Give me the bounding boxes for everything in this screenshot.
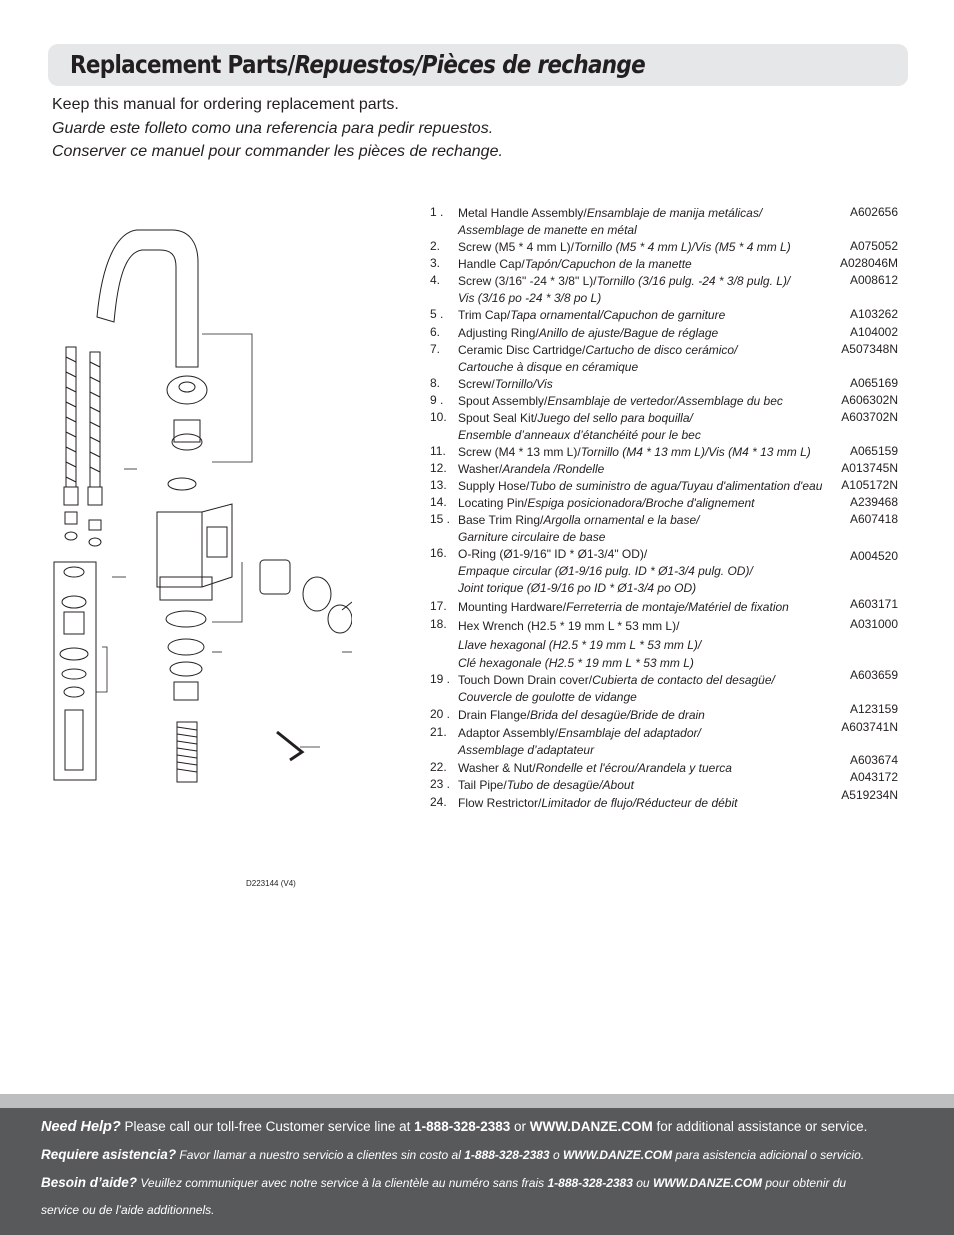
help-label-es: Requiere asistencia? <box>41 1147 177 1162</box>
part-code: A103262 <box>849 307 898 321</box>
part-description <box>458 273 790 307</box>
part-code: A603741N <box>841 720 898 734</box>
part-translation: Limitador de flujo/Réducteur de débit <box>541 796 738 810</box>
part-translation-line2: Llave hexagonal (H2.5 * 19 mm L * 53 mm L)/ <box>458 637 702 652</box>
part-code: A004520 <box>849 549 898 563</box>
spout <box>97 230 198 367</box>
part-description <box>458 795 737 812</box>
part-name: Handle Cap/ <box>458 257 525 271</box>
part-name: Screw (3/16" -24 * 3/8" L)/ <box>458 274 597 288</box>
help-label-fr: Besoin d’aide? <box>41 1175 138 1190</box>
help-text-fr: Veuillez communiquer avec notre service à la clientèle au numéro sans frais <box>140 1176 545 1190</box>
drain-assembly-box <box>54 562 96 780</box>
help-footer <box>0 1108 954 1235</box>
part-name: Metal Handle Assembly/ <box>458 206 587 220</box>
title-translations: Repuestos/Pièces de rechange <box>294 50 646 79</box>
part-description <box>458 760 732 777</box>
part-translation: Ensamblaje de manija metálicas/ <box>586 206 763 220</box>
part-description <box>458 342 737 376</box>
part-code: A239468 <box>849 495 898 509</box>
part-translation-line3: Clé hexagonale (H2.5 * 19 mm L * 53 mm L) <box>458 656 694 670</box>
phone-number: 1-888-328-2383 <box>547 1176 633 1190</box>
phone-number: 1-888-328-2383 <box>464 1148 550 1162</box>
part-description <box>458 478 822 495</box>
faucet-drawing <box>52 222 352 792</box>
part-code: A603674 <box>849 753 898 767</box>
part-code: A031000 <box>849 617 898 631</box>
part-description <box>458 777 634 794</box>
part-name: Washer & Nut/ <box>458 761 536 775</box>
part-code: A008612 <box>849 273 898 287</box>
title-bar <box>48 44 908 86</box>
part-description <box>458 239 791 256</box>
page-title <box>70 50 645 79</box>
part-name: Flow Restrictor/ <box>458 796 542 810</box>
part-translation: Tornillo/Vis <box>494 377 553 391</box>
part-number: 11. <box>430 444 446 458</box>
part-translation-line2: Garniture circulaire de base <box>458 530 606 544</box>
help-line-es: Requiere asistencia? Favor llamar a nuestro servicio a clientes sin costo al 1-888-328-2383 o WWW.DANZE.COM para asistencia adicional o servicio. <box>41 1147 865 1162</box>
part-name: Spout Assembly/ <box>458 394 548 408</box>
help-line-fr-2: service ou de l’aide additionnels. <box>41 1203 215 1217</box>
part-name: Spout Seal Kit/ <box>458 411 538 425</box>
part-translation: Tornillo (M4 * 13 mm L)/Vis (M4 * 13 mm L) <box>580 445 811 459</box>
footer-stripe <box>0 1094 954 1108</box>
supply-hose-right <box>90 352 100 487</box>
part-name: Tail Pipe/ <box>458 778 507 792</box>
part-code: A602656 <box>849 205 898 219</box>
website-link: WWW.DANZE.COM <box>562 1148 673 1162</box>
part-code: A603171 <box>849 597 898 611</box>
part-description <box>458 512 699 546</box>
part-code: A607418 <box>849 512 898 526</box>
part-code: A603659 <box>849 668 898 682</box>
part-code: A104002 <box>849 325 898 339</box>
part-name: Trim Cap/ <box>458 308 511 322</box>
part-description <box>458 410 701 444</box>
part-name: Mounting Hardware/ <box>458 600 567 614</box>
part-description <box>458 205 762 239</box>
part-number: 5 . <box>430 307 444 321</box>
intro-fr: Conserver ce manuel pour commander les pièces de rechange. <box>52 143 503 160</box>
part-number: 2. <box>430 239 441 253</box>
part-code: A507348N <box>841 342 898 356</box>
part-name: Screw (M4 * 13 mm L)/ <box>458 445 581 459</box>
part-code: A603702N <box>841 410 898 424</box>
part-name: O-Ring (Ø1-9/16" ID * Ø1-3/4" OD)/ <box>458 547 648 561</box>
part-code: A123159 <box>849 702 898 716</box>
part-number: 13. <box>430 478 447 492</box>
website-link: WWW.DANZE.COM <box>652 1176 763 1190</box>
part-name: Touch Down Drain cover/ <box>458 673 593 687</box>
part-number: 9 . <box>430 393 444 407</box>
part-number: 20 . <box>430 707 451 721</box>
part-description <box>458 256 692 273</box>
part-translation: Tornillo (3/16 pulg. -24 * 3/8 pulg. L)/ <box>596 274 791 288</box>
part-description <box>458 444 811 461</box>
part-name: Adjusting Ring/ <box>458 326 539 340</box>
part-translation-line2: Empaque circular (Ø1-9/16 pulg. ID * Ø1-3/4 pulg. OD)/ <box>458 564 753 578</box>
part-number: 3. <box>430 256 441 270</box>
part-name: Drain Flange/ <box>458 708 531 722</box>
part-number: 14. <box>430 495 447 509</box>
part-code: A105172N <box>841 478 898 492</box>
part-name: Base Trim Ring/ <box>458 513 544 527</box>
part-description <box>458 495 755 512</box>
website-link: WWW.DANZE.COM <box>529 1119 653 1134</box>
help-line-fr: Besoin d’aide? Veuillez communiquer avec notre service à la clientèle au numéro sans frais 1-888-328-2383 ou WWW.DANZE.COM pour obtenir du <box>41 1175 847 1190</box>
part-code: A606302N <box>841 393 898 407</box>
part-code: A043172 <box>849 770 898 784</box>
part-description <box>458 461 604 478</box>
part-description <box>458 393 783 410</box>
part-translation: Brida del desagüe/Bride de drain <box>530 708 705 722</box>
part-description <box>458 617 701 673</box>
part-number: 4. <box>430 273 441 287</box>
part-translation: Tapón/Capuchon de la manette <box>524 257 692 271</box>
part-translation-line2: Assemblage d’adaptateur <box>458 743 595 757</box>
part-number: 7. <box>430 342 441 356</box>
part-number: 19 . <box>430 672 451 686</box>
part-code: A065159 <box>849 444 898 458</box>
part-name: Locating Pin/ <box>458 496 528 510</box>
intro-en: Keep this manual for ordering replacement parts. <box>52 96 399 113</box>
part-description <box>458 599 789 616</box>
part-description <box>458 672 775 706</box>
intro-es: Guarde este folleto como una referencia para pedir repuestos. <box>52 119 494 137</box>
part-translation: Tornillo (M5 * 4 mm L)/Vis (M5 * 4 mm L) <box>574 240 791 254</box>
part-number: 6. <box>430 325 441 339</box>
part-translation: Argolla ornamental e la base/ <box>543 513 700 527</box>
help-label-en: Need Help? <box>41 1119 121 1135</box>
part-translation: Espiga posicionadora/Broche d'alignement <box>527 496 755 510</box>
part-translation: Rondelle et l'écrou/Arandela y tuerca <box>535 761 732 775</box>
part-translation: Ferreterria de montaje/Matériel de fixation <box>566 600 789 614</box>
part-translation: Ensamblaje de vertedor/Assemblage du bec <box>547 394 783 408</box>
part-description <box>458 546 753 597</box>
part-translation-line2: Cartouche à disque en céramique <box>458 360 639 374</box>
part-translation-line2: Couvercle de goulotte de vidange <box>458 690 637 704</box>
part-name: Screw/ <box>458 377 495 391</box>
part-translation: Ensamblaje del adaptador/ <box>558 726 701 740</box>
part-description <box>458 325 718 342</box>
part-name: Washer/ <box>458 462 503 476</box>
part-translation-line3: Joint torique (Ø1-9/16 po ID * Ø1-3/4 po OD) <box>458 581 697 595</box>
part-translation-line2: Assemblage de manette en métal <box>458 223 637 237</box>
part-translation: Arandela /Rondelle <box>502 462 605 476</box>
part-description <box>458 307 725 324</box>
part-number: 1 . <box>430 205 444 219</box>
title-en: Replacement Parts/ <box>70 50 295 79</box>
part-name: Screw (M5 * 4 mm L)/ <box>458 240 575 254</box>
part-description <box>458 707 705 724</box>
part-translation-line2: Ensemble d’anneaux d’étanchéité pour le bec <box>458 428 701 442</box>
part-code: A065169 <box>849 376 898 390</box>
part-translation: Tubo de desagüe/About <box>506 778 634 792</box>
part-code: A075052 <box>849 239 898 253</box>
part-number: 10. <box>430 410 447 424</box>
part-number: 8. <box>430 376 441 390</box>
document-id: D223144 (V4) <box>246 879 296 888</box>
part-code: A013745N <box>841 461 898 475</box>
hex-wrench <box>277 732 302 760</box>
part-code: A519234N <box>841 788 898 802</box>
exploded-parts-diagram <box>52 222 352 796</box>
help-text-es: Favor llamar a nuestro servicio a clientes sin costo al <box>179 1148 461 1162</box>
part-translation-line2: Vis (3/16 po -24 * 3/8 po L) <box>458 291 602 305</box>
part-number: 15 . <box>430 512 451 526</box>
intro-text <box>52 93 503 164</box>
phone-number: 1-888-328-2383 <box>414 1119 511 1134</box>
part-name: Hex Wrench (H2.5 * 19 mm L * 53 mm L)/ <box>458 619 680 633</box>
part-number: 21. <box>430 725 447 739</box>
part-translation: Anillo de ajuste/Bague de réglage <box>538 326 719 340</box>
part-description <box>458 376 553 393</box>
part-code: A028046M <box>839 256 898 270</box>
part-name: Supply Hose/ <box>458 479 530 493</box>
part-description <box>458 725 701 759</box>
part-translation: Cartucho de disco cerámico/ <box>585 343 738 357</box>
help-line-en: Need Help? Please call our toll-free Customer service line at 1-888-328-2383 or WWW.DANZE.COM for additional assistance or service. <box>41 1119 868 1135</box>
faucet-body <box>157 504 232 587</box>
part-number: 17. <box>430 599 447 613</box>
part-number: 16. <box>430 546 447 560</box>
part-name: Adaptor Assembly/ <box>458 726 559 740</box>
part-number: 18. <box>430 617 447 631</box>
part-translation: Tapa ornamental/Capuchon de garniture <box>510 308 726 322</box>
part-translation: Cubierta de contacto del desagüe/ <box>592 673 775 687</box>
part-number: 23 . <box>430 777 451 791</box>
help-text-en: Please call our toll-free Customer service line at <box>124 1119 411 1134</box>
part-name: Ceramic Disc Cartridge/ <box>458 343 586 357</box>
part-translation: Tubo de suministro de agua/Tuyau d'alimentation d'eau <box>529 479 823 493</box>
part-number: 24. <box>430 795 447 809</box>
part-number: 22. <box>430 760 447 774</box>
part-number: 12. <box>430 461 447 475</box>
part-translation: Juego del sello para boquilla/ <box>537 411 693 425</box>
